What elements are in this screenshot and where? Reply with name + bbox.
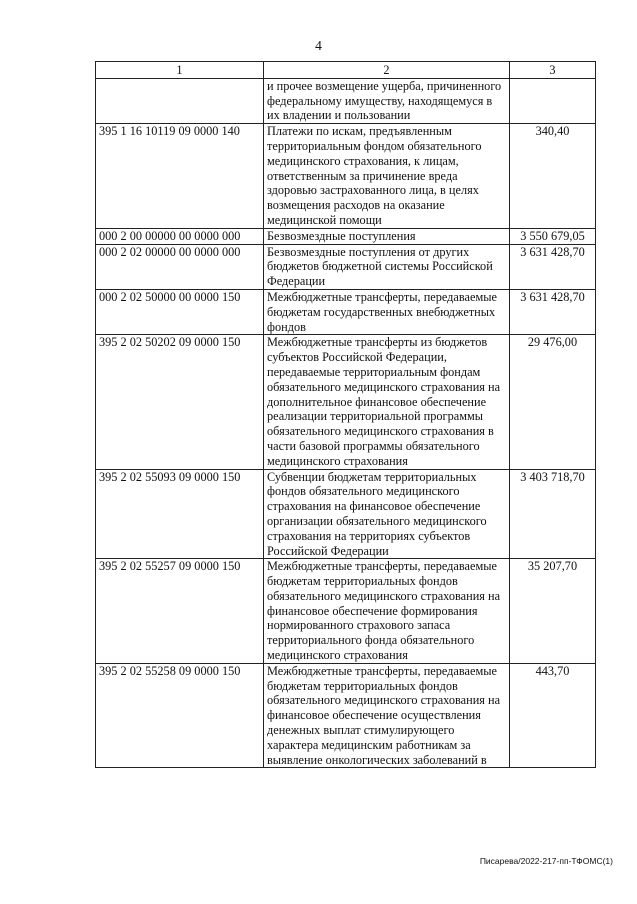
table-row (96, 228, 596, 244)
budget-code-cell: 000 2 02 00000 00 0000 000 (96, 244, 264, 289)
column-header-name: 2 (264, 62, 510, 79)
revenue-name-cell: Платежи по искам, предъявленным территориальным фондом обязательного медицинского страхования, к лицам, ответственным за причинение вреда здоровью застрахованного лица, в целях возмещения расходов на оказание медицинской помощи (264, 124, 510, 229)
amount-cell: 340,40 (510, 124, 596, 229)
budget-code-cell: 395 2 02 55258 09 0000 150 (96, 663, 264, 768)
table-row (96, 289, 596, 334)
amount-cell: 443,70 (510, 663, 596, 768)
table-row (96, 335, 596, 469)
table-row (96, 78, 596, 123)
amount-cell: 35 207,70 (510, 559, 596, 664)
revenue-name-cell: Межбюджетные трансферты, передаваемые бюджетам территориальных фондов обязательного медицинского страхования на финансовое обеспечение формирования нормированного страхового запаса территориального фонда обязательного медицинского страхования (264, 559, 510, 664)
table-row (96, 124, 596, 229)
revenue-name-cell: и прочее возмещение ущерба, причиненного федеральному имуществу, находящемуся в их владении и пользовании (264, 78, 510, 123)
revenue-name-cell: Безвозмездные поступления (264, 228, 510, 244)
budget-revenue-table (95, 61, 596, 768)
amount-cell: 29 476,00 (510, 335, 596, 469)
page-number: 4 (315, 38, 322, 53)
table-row (96, 244, 596, 289)
budget-code-cell: 000 2 00 00000 00 0000 000 (96, 228, 264, 244)
table-row (96, 559, 596, 664)
table-row (96, 663, 596, 768)
amount-cell: 3 631 428,70 (510, 244, 596, 289)
document-reference: Писарева/2022-217-пп-ТФОМС(1) (479, 856, 613, 866)
amount-cell: 3 631 428,70 (510, 289, 596, 334)
amount-cell: 3 550 679,05 (510, 228, 596, 244)
column-header-code: 1 (96, 62, 264, 79)
revenue-name-cell: Межбюджетные трансферты, передаваемые бюджетам территориальных фондов обязательного медицинского страхования на финансовое обеспечение осуществления денежных выплат стимулирующего характера медицинским работникам за выявление онкологических заболеваний в (264, 663, 510, 768)
revenue-name-cell: Безвозмездные поступления от других бюджетов бюджетной системы Российской Федерации (264, 244, 510, 289)
revenue-name-cell: Межбюджетные трансферты из бюджетов субъектов Российской Федерации, передаваемые территориальным фондам обязательного медицинского страхования на дополнительное финансовое обеспечение реализации территориальной программы обязательного медицинского страхования в части базовой программы обязательного медицинского страхования (264, 335, 510, 469)
column-header-amount: 3 (510, 62, 596, 79)
revenue-name-cell: Субвенции бюджетам территориальных фондов обязательного медицинского страхования на финансовое обеспечение организации обязательного медицинского страхования на территориях субъектов Российской Федерации (264, 469, 510, 559)
amount-cell (510, 78, 596, 123)
amount-cell: 3 403 718,70 (510, 469, 596, 559)
budget-code-cell (96, 78, 264, 123)
budget-code-cell: 395 2 02 50202 09 0000 150 (96, 335, 264, 469)
budget-code-cell: 395 2 02 55093 09 0000 150 (96, 469, 264, 559)
budget-code-cell: 000 2 02 50000 00 0000 150 (96, 289, 264, 334)
revenue-name-cell: Межбюджетные трансферты, передаваемые бюджетам государственных внебюджетных фондов (264, 289, 510, 334)
budget-code-cell: 395 1 16 10119 09 0000 140 (96, 124, 264, 229)
budget-code-cell: 395 2 02 55257 09 0000 150 (96, 559, 264, 664)
table-header-row (96, 62, 596, 79)
table-row (96, 469, 596, 559)
